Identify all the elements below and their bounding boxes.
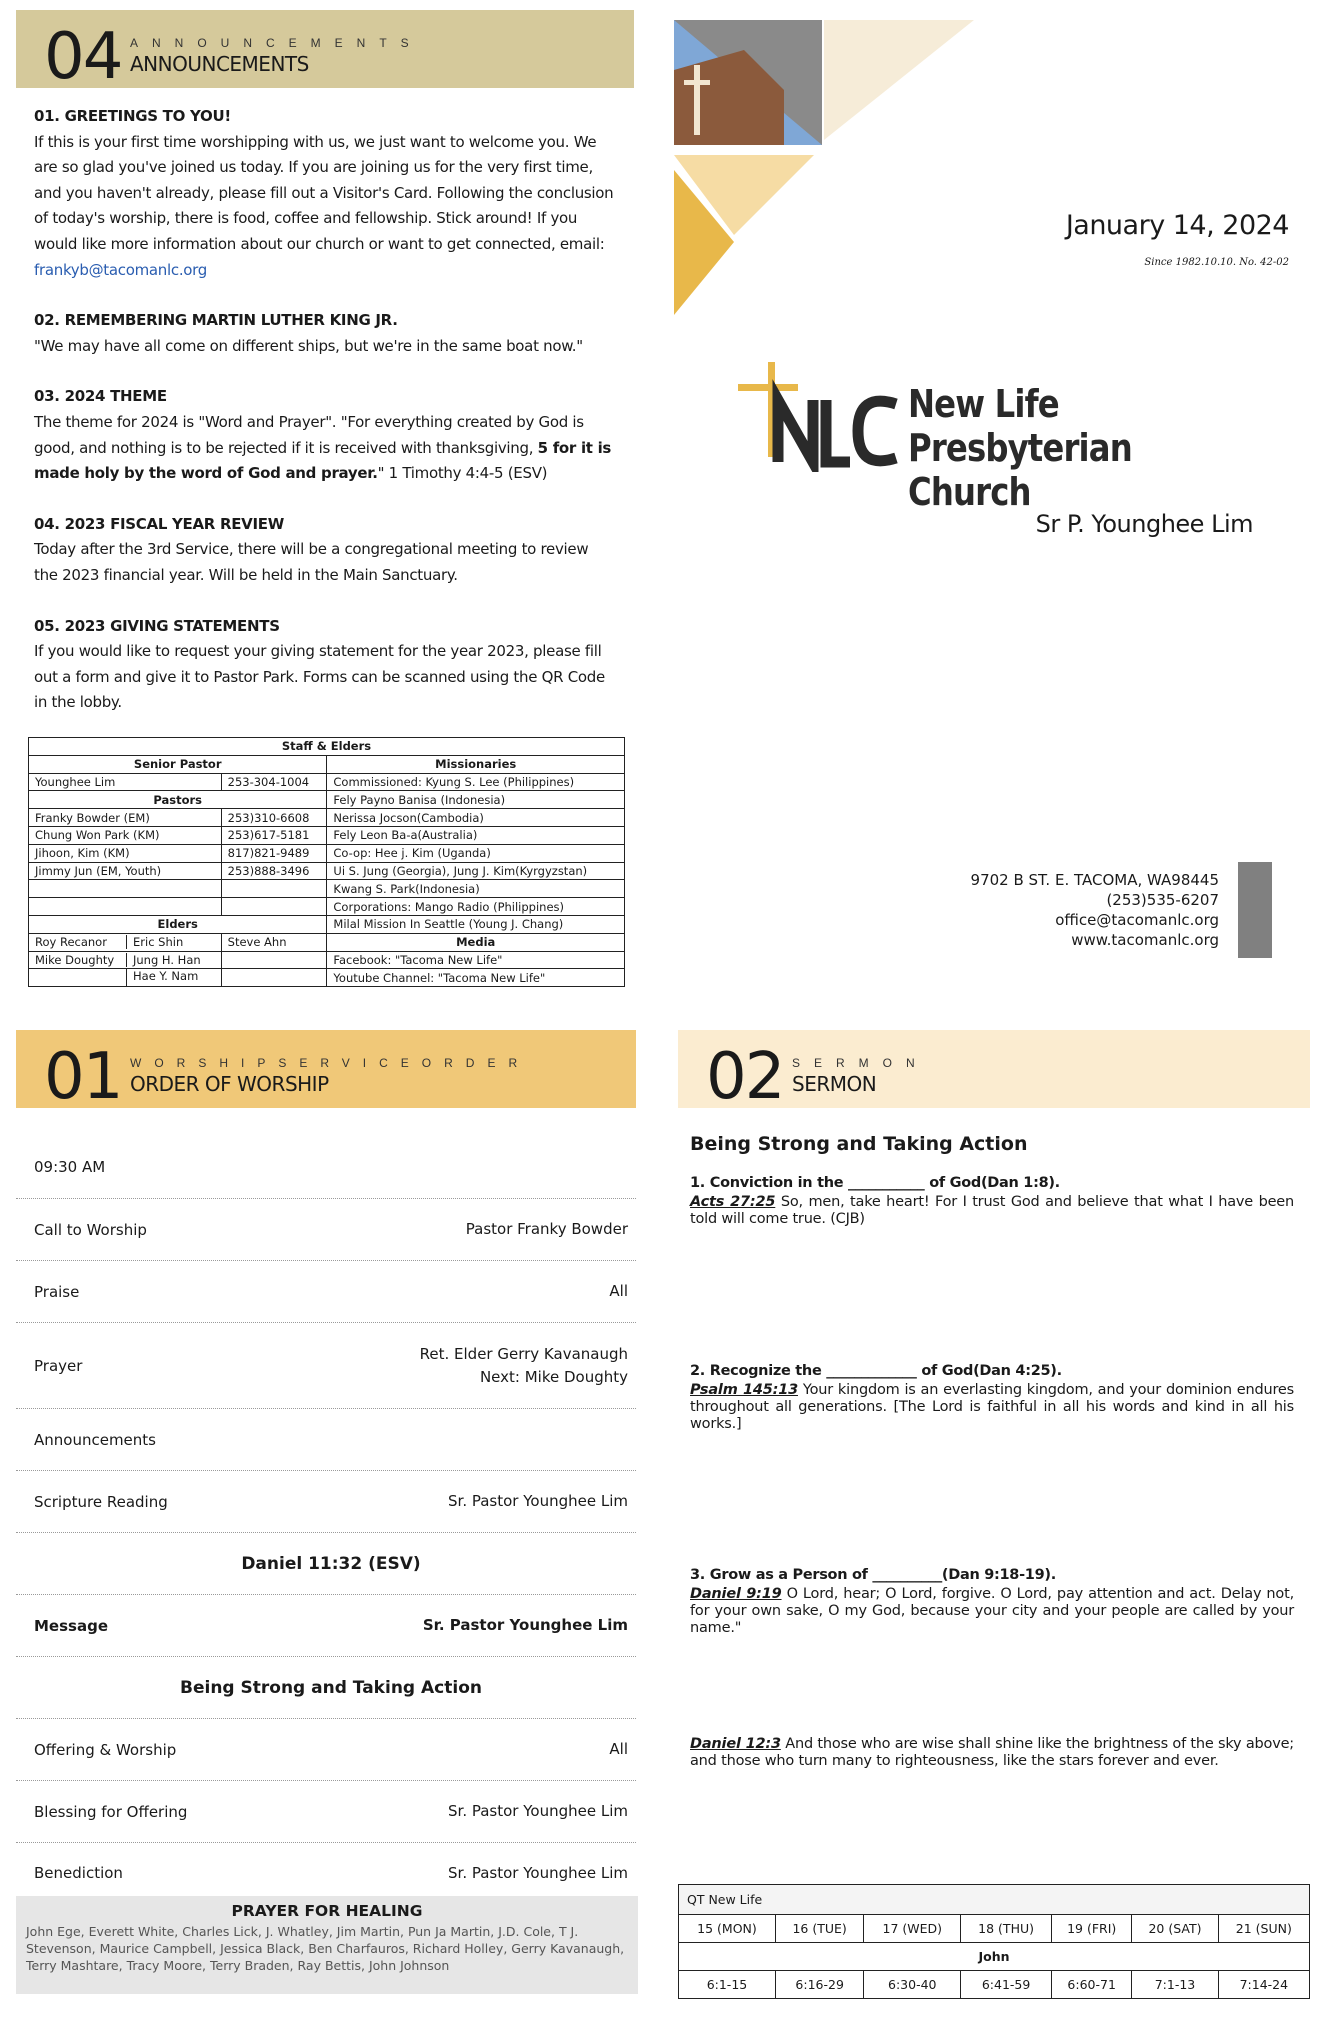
section-title: ANNOUNCEMENTS	[130, 52, 309, 76]
elder-name: Steve Ahn	[221, 933, 327, 951]
qt-book: John	[679, 1943, 1310, 1971]
missionary: Commissioned: Kyung S. Lee (Philippines)	[327, 773, 625, 791]
sermon-verse: Daniel 12:3 And those who are wise shall shine like the brightness of the sky above; and those who turn many to righteousness, like the stars forever and ever.	[690, 1736, 1294, 1769]
prayer-for-healing	[16, 1896, 638, 1994]
worship-row: Praise All	[16, 1260, 636, 1322]
missionary: Corporations: Mango Radio (Philippines)	[327, 898, 625, 916]
media-item: Facebook: "Tacoma New Life"	[327, 951, 625, 969]
qt-passage: 6:30-40	[864, 1971, 961, 1999]
pastors-label: Pastors	[29, 791, 327, 809]
section-spaced-label: WORSHIPSERVICEORDER	[130, 1056, 531, 1070]
missionary: Fely Payno Banisa (Indonesia)	[327, 791, 625, 809]
email[interactable]: office@tacomanlc.org	[1055, 911, 1219, 929]
address: 9702 B ST. E. TACOMA, WA98445	[970, 871, 1219, 889]
email-link[interactable]: frankyb@tacomanlc.org	[34, 260, 207, 279]
pastor-name: Jihoon, Kim (KM)	[29, 844, 222, 862]
qt-passage: 6:16-29	[775, 1971, 863, 1999]
announcement-heading: 03. 2024 THEME	[34, 387, 167, 406]
announcement-theme	[34, 384, 616, 486]
cover-panel	[674, 10, 1314, 1000]
worship-row: Call to Worship Pastor Franky Bowder	[16, 1198, 636, 1260]
pastor-name: Sr P. Younghee Lim	[1035, 510, 1253, 538]
pastor-phone: 817)821-9489	[221, 844, 327, 862]
announcement-heading: 02. REMEMBERING MARTIN LUTHER KING JR.	[34, 311, 398, 330]
elder-name: Hae Y. Nam	[29, 969, 222, 987]
worship-row: Prayer Ret. Elder Gerry Kavanaugh Next: Mike Doughty	[16, 1322, 636, 1408]
missionaries-label: Missionaries	[327, 755, 625, 773]
senior-pastor-label: Senior Pastor	[29, 755, 327, 773]
media-item: Youtube Channel: "Tacoma New Life"	[327, 969, 625, 987]
senior-pastor-name: Younghee Lim	[29, 773, 222, 791]
section-number: 02	[706, 1040, 784, 1114]
announcement-greetings	[34, 104, 616, 283]
sermon-point: 2. Recognize the _____________ of God(Dan 4:25).	[690, 1363, 1062, 1379]
worship-row: Blessing for Offering Sr. Pastor Younghee Lim	[16, 1780, 636, 1842]
announcement-text: If this is your first time worshipping with us, we just want to welcome you. We are so glad you've joined us today. If you are joining us for the very first time, and you haven't already, please fill out a Visitor's Card. Following the conclusion of today's worship, there is food, coffee and fellowship. Stick around! If you would like more information about our church or want to get connected, email: frankyb@tacomanlc.org	[34, 132, 614, 279]
section-spaced-label: SERMON	[792, 1056, 929, 1070]
pastor-phone: 253)310-6608	[221, 809, 327, 827]
qt-day: 16 (TUE)	[775, 1915, 863, 1943]
announcement-giving	[34, 614, 616, 716]
qt-day: 21 (SUN)	[1218, 1915, 1309, 1943]
qt-day: 18 (THU)	[961, 1915, 1052, 1943]
service-time: 09:30 AM	[34, 1158, 106, 1176]
sermon-verse: Acts 27:25 So, men, take heart! For I trust God and believe that what I have been told will come true. (CJB)	[690, 1194, 1295, 1227]
cream-triangle	[824, 20, 974, 140]
worship-row: Message Sr. Pastor Younghee Lim	[16, 1594, 636, 1656]
sermon-panel	[678, 1030, 1310, 2030]
qt-passage: 6:41-59	[961, 1971, 1052, 1999]
sermon-point: 1. Conviction in the ___________ of God(Dan 1:8).	[690, 1175, 1060, 1191]
announcement-heading: 01. GREETINGS TO YOU!	[34, 107, 231, 125]
qt-passage: 7:1-13	[1132, 1971, 1218, 1999]
qt-day: 19 (FRI)	[1052, 1915, 1132, 1943]
announcement-text: "We may have all come on different ships, but we're in the same boat now."	[34, 336, 583, 355]
senior-pastor-phone: 253-304-1004	[221, 773, 327, 791]
worship-row: Offering & Worship All	[16, 1718, 636, 1780]
pastor-name: Jimmy Jun (EM, Youth)	[29, 862, 222, 880]
elder-name	[221, 951, 327, 969]
section-number: 01	[44, 1040, 122, 1114]
message-title: Being Strong and Taking Action	[16, 1656, 636, 1718]
worship-panel	[16, 1030, 636, 2030]
worship-header	[16, 1030, 636, 1114]
qt-passage: 7:14-24	[1218, 1971, 1309, 1999]
qt-title: QT New Life	[679, 1885, 1310, 1915]
announcements-body	[16, 88, 634, 716]
elder-name: Mike Doughty Jung H. Han	[29, 951, 222, 969]
worship-row: Announcements	[16, 1408, 636, 1470]
scripture-reference: Daniel 11:32 (ESV)	[16, 1532, 636, 1594]
missionary: Fely Leon Ba-a(Australia)	[327, 826, 625, 844]
sermon-header	[678, 1030, 1310, 1114]
qt-schedule-table	[678, 1884, 1310, 1999]
pastor-phone: 253)617-5181	[221, 826, 327, 844]
missionary: Nerissa Jocson(Cambodia)	[327, 809, 625, 827]
church-photo	[674, 20, 822, 145]
section-title: SERMON	[792, 1072, 877, 1096]
church-contact	[971, 870, 1219, 950]
elder-name	[221, 969, 327, 987]
qt-day: 17 (WED)	[864, 1915, 961, 1943]
sermon-title: Being Strong and Taking Action	[690, 1133, 1028, 1155]
pastor-name: Chung Won Park (KM)	[29, 826, 222, 844]
missionary: Kwang S. Park(Indonesia)	[327, 880, 625, 898]
healing-names: John Ege, Everett White, Charles Lick, J. Whatley, Jim Martin, Pun Ja Martin, J.D. Cole, T J. Stevenson, Maurice Campbell, Jessica Black, Ben Charfauros, Richard Holley, Gerry Kavanaugh, Terry Mashtare, Tracy Moore, Terry Braden, Ray Bettis, John Johnson	[26, 1924, 625, 1973]
announcement-text: Today after the 3rd Service, there will be a congregational meeting to review the 2023 financial year. Will be held in the Main Sanctuary.	[34, 540, 589, 584]
section-number: 04	[44, 20, 122, 94]
announcement-heading: 04. 2023 FISCAL YEAR REVIEW	[34, 514, 284, 533]
elders-label: Elders	[29, 915, 327, 933]
pastor-name: Franky Bowder (EM)	[29, 809, 222, 827]
bulletin-issue: Since 1982.10.10. No. 42-02	[1144, 257, 1289, 268]
elder-name: Roy Recanor Eric Shin	[29, 933, 222, 951]
church-logo	[738, 362, 898, 472]
qt-day: 20 (SAT)	[1132, 1915, 1218, 1943]
sermon-verse: Psalm 145:13 Your kingdom is an everlasting kingdom, and your dominion endures throughout all generations. [The Lord is faithful in all his words and kind in all his works.]	[690, 1382, 1294, 1432]
announcement-mlk	[34, 308, 616, 359]
phone: (253)535-6207	[1106, 891, 1219, 909]
announcement-text: If you would like to request your giving statement for the year 2023, please fill out a form and give it to Pastor Park. Forms can be scanned using the QR Code in the lobby.	[34, 642, 605, 712]
media-label: Media	[327, 933, 625, 951]
section-spaced-label: ANNOUNCEMENTS	[130, 36, 423, 50]
sermon-point: 3. Grow as a Person of __________(Dan 9:18-19).	[690, 1567, 1056, 1583]
bulletin-date: January 14, 2024	[1065, 210, 1289, 241]
missionary: Co-op: Hee j. Kim (Uganda)	[327, 844, 625, 862]
announcements-panel	[16, 10, 634, 1000]
website[interactable]: www.tacomanlc.org	[1071, 931, 1219, 949]
announcement-fiscal-review	[34, 512, 616, 589]
pastor-phone: 253)888-3496	[221, 862, 327, 880]
healing-title: PRAYER FOR HEALING	[231, 1902, 423, 1920]
section-title: ORDER OF WORSHIP	[130, 1072, 329, 1096]
qt-passage: 6:60-71	[1052, 1971, 1132, 1999]
missionary: Ui S. Jung (Georgia), Jung J. Kim(Kyrgyzstan)	[327, 862, 625, 880]
staff-table	[28, 737, 625, 987]
cover-graphic	[674, 10, 994, 320]
qt-passage: 6:1-15	[679, 1971, 776, 1999]
missionary: Milal Mission In Seattle (Young J. Chang)	[327, 915, 625, 933]
qt-day: 15 (MON)	[679, 1915, 776, 1943]
announcement-heading: 05. 2023 GIVING STATEMENTS	[34, 616, 280, 635]
worship-row: Scripture Reading Sr. Pastor Younghee Lim	[16, 1470, 636, 1532]
church-name: New Life Presbyterian Church	[908, 382, 1132, 514]
decorative-bar	[1238, 862, 1272, 958]
announcements-header	[16, 10, 634, 94]
announcement-text: The theme for 2024 is "Word and Prayer". "For everything created by God is good, and nothing is to be rejected if it is received with thanksgiving, 5 for it is made holy by the word of God and prayer." 1 Timothy 4:4-5 (ESV)	[34, 412, 612, 483]
worship-row: Benediction Sr. Pastor Younghee Lim	[16, 1842, 636, 1904]
sermon-verse: Daniel 9:19 O Lord, hear; O Lord, forgive. O Lord, pay attention and act. Delay not, for your own sake, O my God, because your city and your people are called by your name."	[690, 1586, 1294, 1636]
staff-title: Staff & Elders	[29, 738, 625, 756]
